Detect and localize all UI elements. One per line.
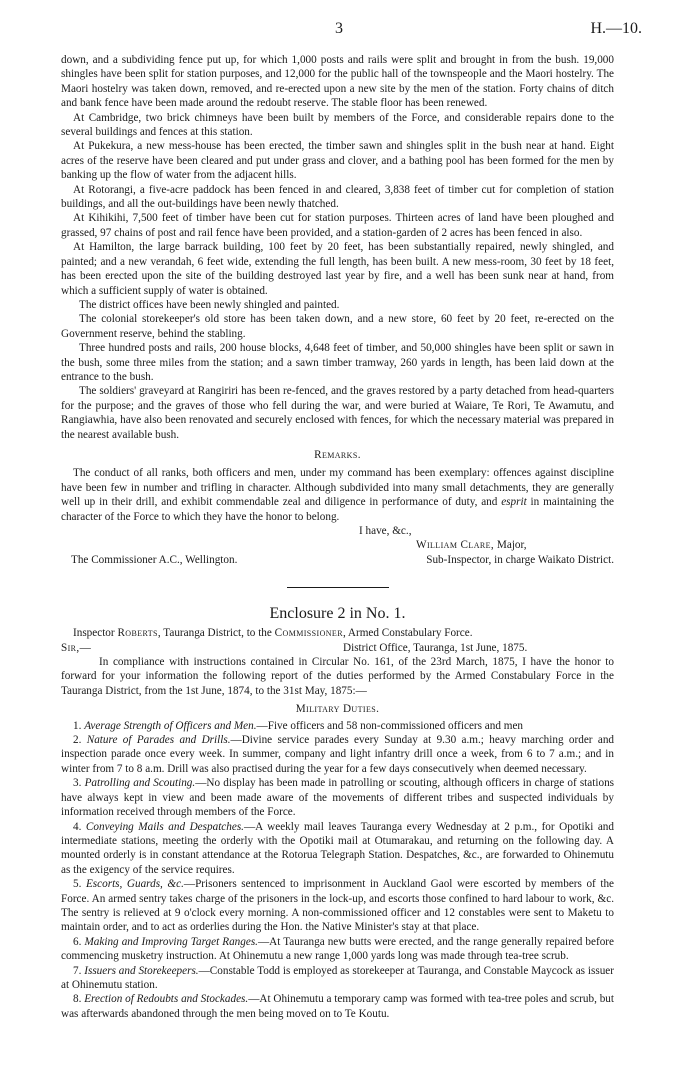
remarks-heading: Remarks. [314,448,361,461]
from-name: Roberts [117,627,158,640]
signatory-rank: Major, [496,539,527,552]
enclosure-title: Enclosure 2 in No. 1. [269,605,406,623]
paragraph-district-offices: The district offices have been newly shingled and painted. [79,298,340,311]
duty-item-text: —At Tauranga new butts were erected, and the range generally repaired before commencing musketry instruction. At Ohinemutu a new range 1,000 yards long was made through tea-tree scrub. [61,935,614,963]
from-suffix: , Armed Constabulary Force. [342,627,473,640]
enclosure-intro: In compliance with instructions contained in Circular No. 161, of the 23rd March, 1875, I have the honor to forward for your information the following report of the duties performed by the Armed Constabulary Force in the Tauranga District, from the 1st June, 1874, to the 31st May, 1875:— [61,656,614,697]
duty-item-title: Nature of Parades and Drills. [86,734,231,747]
paragraph-hamilton: At Hamilton, the large barrack building, 100 feet by 20 feet, has been substantially repaired, newly shingled, and painted; and a new verandah, 6 feet wide, extending the full length, has been built. A new mess-room, 30 feet by 18 feet, has been erected upon the site of the building destroyed last year by fire, and a well has been sunk near at hand, from which a sufficient supply of water is obtained. [61,241,614,297]
signatory-name: William Clare, [416,539,495,552]
duty-item-number: 1. [73,719,82,732]
duty-item [61,877,614,935]
report-body [61,53,614,1021]
duty-item-title: Average Strength of Officers and Men. [84,719,257,732]
remarks-text-after: in maintaining the character of the Force to which they have the honor to belong. [61,496,615,523]
duty-item [61,733,614,776]
duty-item-title: Issuers and Storekeepers. [84,964,199,977]
duty-item-number: 8. [73,993,82,1006]
duty-item-title: Escorts, Guards, &c. [85,878,184,891]
from-prefix: Inspector [73,627,115,640]
signature-footer [61,553,614,567]
duty-item-text: —A weekly mail leaves Tauranga every Wednesday at 2 p.m., for Opotiki and intermediate stations, meeting the orderly with the Opotiki mail at Otumarakau, and returning on the following day. A mounted orderly is in constant attendance at the Rotorua Telegraph Station. Despatches, &c., are forwarded to Ohinemutu as the exigency of the service requires. [61,820,614,876]
duty-item [61,820,614,878]
addressee: The Commissioner A.C., Wellington. [71,553,238,566]
remarks-italic-word: esprit [501,496,527,509]
duty-item [61,935,614,964]
duty-item [61,992,614,1021]
from-mid: , Tauranga District, to the [157,627,272,640]
duty-item-text: —Divine service parades every Sunday at 9.30 a.m.; heavy marching order and inspection parade once every week. In summer, company and light infantry drill once a week, from 6 to 7 a.m.; and in winter from 7 to 8 a.m. Drill was also practised during the year for a few days consecutively when deemed necessary. [61,734,615,775]
paragraph-cambridge: At Cambridge, two brick chimneys have been built by members of the Force, and considerable repairs done to the several buildings and fences at this station. [61,111,614,139]
duty-item-number: 7. [73,964,82,977]
duty-item-number: 6. [73,935,82,948]
salutation-row [61,641,614,655]
duty-item-text: —Prisoners sentenced to imprisonment in Auckland Gaol were escorted by members of the Force. An armed sentry takes charge of the prisoners in the lock-up, and escorts those confined to hard labour to work, &c. The sentry is relieved at 9 o'clock every morning. A non-commissioned officer and 12 constables were sent to Maketu to maintain order, and to act as orderlies during the Hon. the Native Minister's stay at that place. [61,878,615,934]
document-reference: H.—10. [590,20,642,37]
enclosure-from-to [61,626,614,640]
sign-off: I have, &c., [359,525,412,537]
duty-item-title: Patrolling and Scouting. [84,777,196,790]
paragraph-kihikihi: At Kihikihi, 7,500 feet of timber have been cut for station purposes. Thirteen acres of land have been ploughed and grassed, 97 chains of post and rail fence have been provided, and a station-garden of 2 acres has been fenced in also. [61,212,614,239]
duty-item-number: 2. [73,734,82,747]
duty-item [61,964,614,993]
paragraph-rotorangi: At Rotorangi, a five-acre paddock has been fenced in and cleared, 3,838 feet of timber cut for completion of station buildings, and all the out-buildings have been newly thatched. [61,183,614,211]
page-number: 3 [335,20,343,37]
section-divider [287,587,389,588]
duty-item-title: Conveying Mails and Despatches. [85,820,244,833]
remarks-paragraph [61,466,614,524]
signatory-title: Sub-Inspector, in charge Waikato District. [426,553,614,566]
paragraph-colonial-store: The colonial storekeeper's old store has been taken down, and a new store, 60 feet by 20 feet, re-erected on the Government reserve, behind the stabling. [61,313,614,340]
military-duties-heading: Military Duties. [295,703,380,716]
signatory-line [61,538,614,552]
duty-item-number: 5. [73,878,82,891]
duty-item-number: 3. [73,777,82,790]
paragraph-pukekura: At Pukekura, a new mess-house has been erected, the timber sawn and shingles split in the bush near at hand. Eight acres of the reserve have been cleared and put under grass and clover, and a bathing pool has been formed for the men by banking up the flow of water from the adjacent hills. [61,140,614,182]
place-date: District Office, Tauranga, 1st June, 1875. [343,641,528,654]
remarks-text-before: The conduct of all ranks, both officers and men, under my command has been exemplary: offences against discipline have been few in number and trifling in character. Although subdivided into many small detachments, they are generally well up in their drill, and exhibit commendable zeal and diligence in performance of duty, and [61,467,614,509]
duty-item-title: Making and Improving Target Ranges. [84,935,258,948]
duty-item [61,776,614,819]
duty-item-text: —At Ohinemutu a temporary camp was formed with tea-tree poles and scrub, but was afterwards abandoned through the men being moved on to Te Koutu. [61,993,614,1020]
duty-item-text: —No display has been made in patrolling or scouting, although officers in charge of stations have always kept in view and been made aware of the movements of different tribes and suspected individuals by information received through members of the Force. [61,777,615,819]
duty-item [61,719,614,733]
to-name: Commissioner [274,627,343,640]
duty-item-title: Erection of Redoubts and Stockades. [84,993,249,1006]
salutation: Sir,— [61,641,92,654]
paragraph-continuation: down, and a subdividing fence put up, for which 1,000 posts and rails were split and brought in from the bush. 19,000 shingles have been split for station purposes, and 12,000 for the public hall of the townspeople and the Maori hostelry. The Maori hostelry was taken down, removed, and re-erected upon a new site by the men of the station. Forty chains of ditch and bank fence have been made around the redoubt reserve. The stable floor has been renewed. [61,54,614,110]
duty-item-text: —Constable Todd is employed as storekeeper at Tauranga, and Constable Maycock as issuer at Ohinemutu station. [61,964,614,991]
paragraph-timber: Three hundred posts and rails, 200 house blocks, 4,648 feet of timber, and 50,000 shingles have been split or sawn in the bush, some three miles from the station; and a sawn timber tramway, 260 yards in length, has been laid down at the entrance to the bush. [61,342,614,383]
duty-item-text: —Five officers and 58 non-commissioned officers and men [256,719,524,732]
paragraph-graveyard: The soldiers' graveyard at Rangiriri has been re-fenced, and the graves restored by a party detached from head-quarters for the purpose; and the graves of those who fell during the war, and were buried at Waiare, Te Rori, Te Awamutu, and Rangiawhia, have also been renovated and securely enclosed with fences, for which the necessary material was prepared in the nearest available bush. [61,385,614,441]
duty-item-number: 4. [73,820,82,833]
